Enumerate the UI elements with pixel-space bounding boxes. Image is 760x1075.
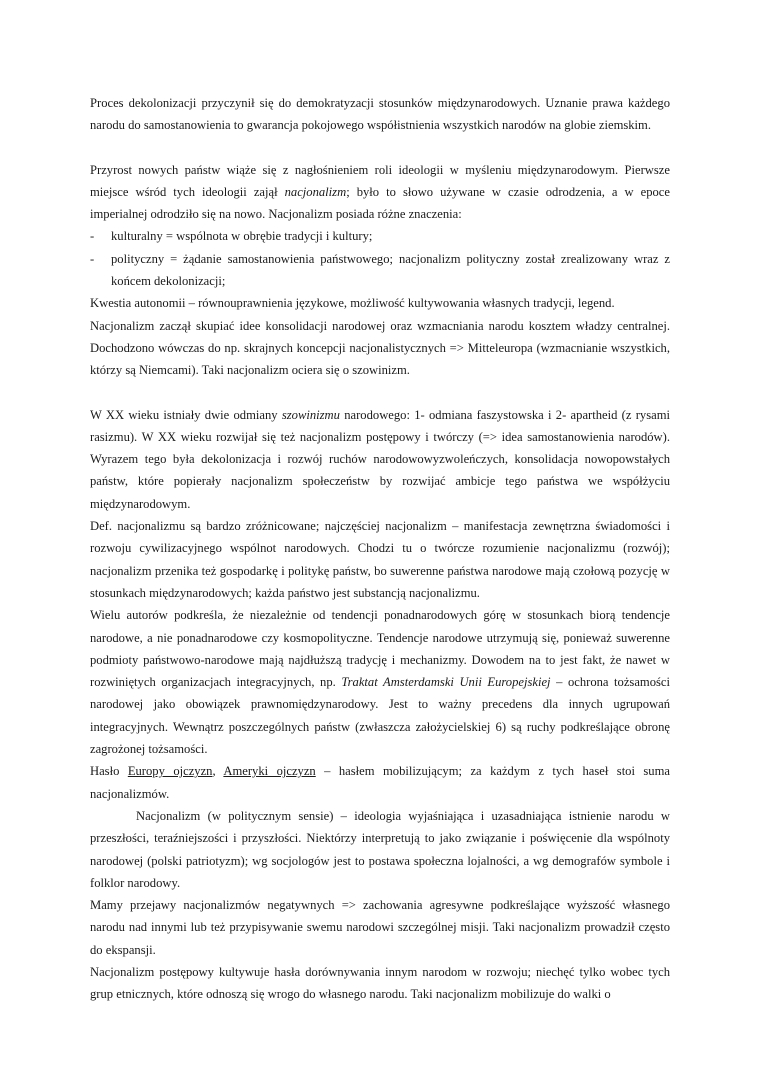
- list-item-cultural: [90, 225, 670, 247]
- document-page: [90, 92, 670, 1006]
- list-bullet: -: [90, 251, 95, 266]
- list-item-text: kulturalny = wspólnota w obrębie tradycji i kultury;: [111, 229, 373, 244]
- underlined-ameryki-ojczyzn: Ameryki ojczyzn: [223, 764, 316, 779]
- list-item-text: polityczny = żądanie samostanowienia państwowego; nacjonalizm polityczny został zrealizowany wraz z końcem dekolonizacji;: [111, 251, 670, 289]
- paragraph-slogans: [90, 760, 670, 805]
- paragraph-progressive: Nacjonalizm postępowy kultywuje hasła dorównywania innym narodom w rozwoju; niechęć tylko wobec tych grup etnicznych, które odnoszą się wrogo do własnego narodu. Taki nacjonalizm mobilizuje do walki o: [90, 964, 670, 1002]
- paragraph-spacer: [90, 137, 670, 159]
- text-run: narodowego: 1- odmiana faszystowska i 2- apartheid (z rysami rasizmu). W XX wieku rozwijał się też nacjonalizm postępowy i twórczy (=> idea samostanowienia narodów). Wyrazem tego była dekolonizacja i rozwój ruchów narodowowyzwoleńczych, konsolidacja nowopowstałych państw, które popierały nacjonalizm społeczeństw by rozwijać ambicje tego państwa we współżyciu międzynarodowym.: [90, 407, 670, 511]
- paragraph-decolonization: Proces dekolonizacji przyczynił się do demokratyzacji stosunków międzynarodowych. Uznanie prawa każdego narodu do samostanowienia to gwarancja pokojowego współistnienia wszystkich narodów na globie ziemskim.: [90, 96, 670, 133]
- underlined-europy-ojczyzn: Europy ojczyzn: [127, 764, 213, 779]
- text-run: W XX wieku istniały dwie odmiany: [90, 407, 282, 422]
- paragraph-ideology: [90, 159, 670, 226]
- emphasis-treaty: Traktat Amsterdamski Unii Europejskiej: [341, 675, 551, 690]
- emphasis-nacjonalizm: nacjonalizm: [284, 184, 347, 199]
- list-bullet: -: [90, 229, 95, 244]
- paragraph-chauvinism: [90, 404, 670, 515]
- text-run: ,: [212, 764, 224, 779]
- text-run: Wielu autorów podkreśla, że niezależnie od tendencji ponadnarodowych górę w stosunkach biorą tendencje narodowe, a nie ponadnarodowe czy kosmopolityczne. Tendencje narodowe utrzymują się, ponieważ suwerenne podmioty państwowo-narodowe mają najdłuższą tradycję i mechanizmy. Dowodem na to jest fakt, że nawet w rozwiniętych organizacjach integracyjnych, np.: [90, 608, 670, 690]
- paragraph-autonomy: Kwestia autonomii – równouprawnienia językowe, możliwość kultywowania własnych tradycji, legend.: [90, 296, 615, 311]
- paragraph-authors: [90, 604, 670, 760]
- emphasis-szowinizmu: szowinizmu: [281, 407, 340, 422]
- list-item-political: [90, 248, 670, 293]
- paragraph-political-sense: Nacjonalizm (w politycznym sensie) – ideologia wyjaśniająca i uzasadniająca istnienie narodu w przeszłości, teraźniejszości i przyszłości. Niektórzy interpretują to jako związanie i poświęcenie dla wspólnoty narodowej (polski patriotyzm); wg socjologów jest to postawa społeczna lojalności, a wg demografów symbole i folklor narodowy.: [90, 808, 670, 890]
- text-run: – ochrona tożsamości narodowej jako obowiązek prawnomiędzynarodowy. Jest to ważny precedens dla innych ugrupowań integracyjnych. Wewnątrz poszczególnych państw (zwłaszcza założycielskiej 6) są ruchy podkreślające obronę zagrożonej tożsamości.: [90, 675, 670, 757]
- text-run: ; było to słowo używane w czasie odrodzenia, a w epoce imperialnej odrodziło się na nowo. Nacjonalizm posiada różne znaczenia:: [90, 184, 670, 222]
- paragraph-spacer: [90, 382, 670, 404]
- paragraph-definitions: Def. nacjonalizmu są bardzo zróżnicowane; najczęściej nacjonalizm – manifestacja zewnętrzna świadomości i rozwoju cywilizacyjnego wspólnot narodowych. Chodzi tu o twórcze rozumienie nacjonalizmu (rozwój); nacjonalizm przenika też gospodarkę i politykę państw, bo suwerenne państwa narodowe mają czołową pozycję w stosunkach międzynarodowych; każda państwo jest substancją nacjonalizmu.: [90, 519, 670, 600]
- paragraph-consolidation: Nacjonalizm zaczął skupiać idee konsolidacji narodowej oraz wzmacniania narodu kosztem władzy centralnej. Dochodzono wówczas do np. skrajnych koncepcji nacjonalistycznych => Mitteleuropa (wzmacnianie wszystkich, którzy są Niemcami). Taki nacjonalizm ociera się o szowinizm.: [90, 318, 670, 378]
- paragraph-negative: Mamy przejawy nacjonalizmów negatywnych => zachowania agresywne podkreślające wyższość własnego narodu nad innymi lub też przypisywanie swemu narodowi szczególnej misji. Taki nacjonalizm prowadził często do ekspansji.: [90, 898, 670, 957]
- text-run: – hasłem mobilizującym; za każdym z tych haseł stoi suma nacjonalizmów.: [90, 764, 670, 801]
- text-run: Hasło: [90, 764, 128, 779]
- text-run: Przyrost nowych państw wiąże się z nagłośnieniem roli ideologii w myśleniu międzynarodowym. Pierwsze miejsce wśród tych ideologii zajął: [90, 162, 670, 199]
